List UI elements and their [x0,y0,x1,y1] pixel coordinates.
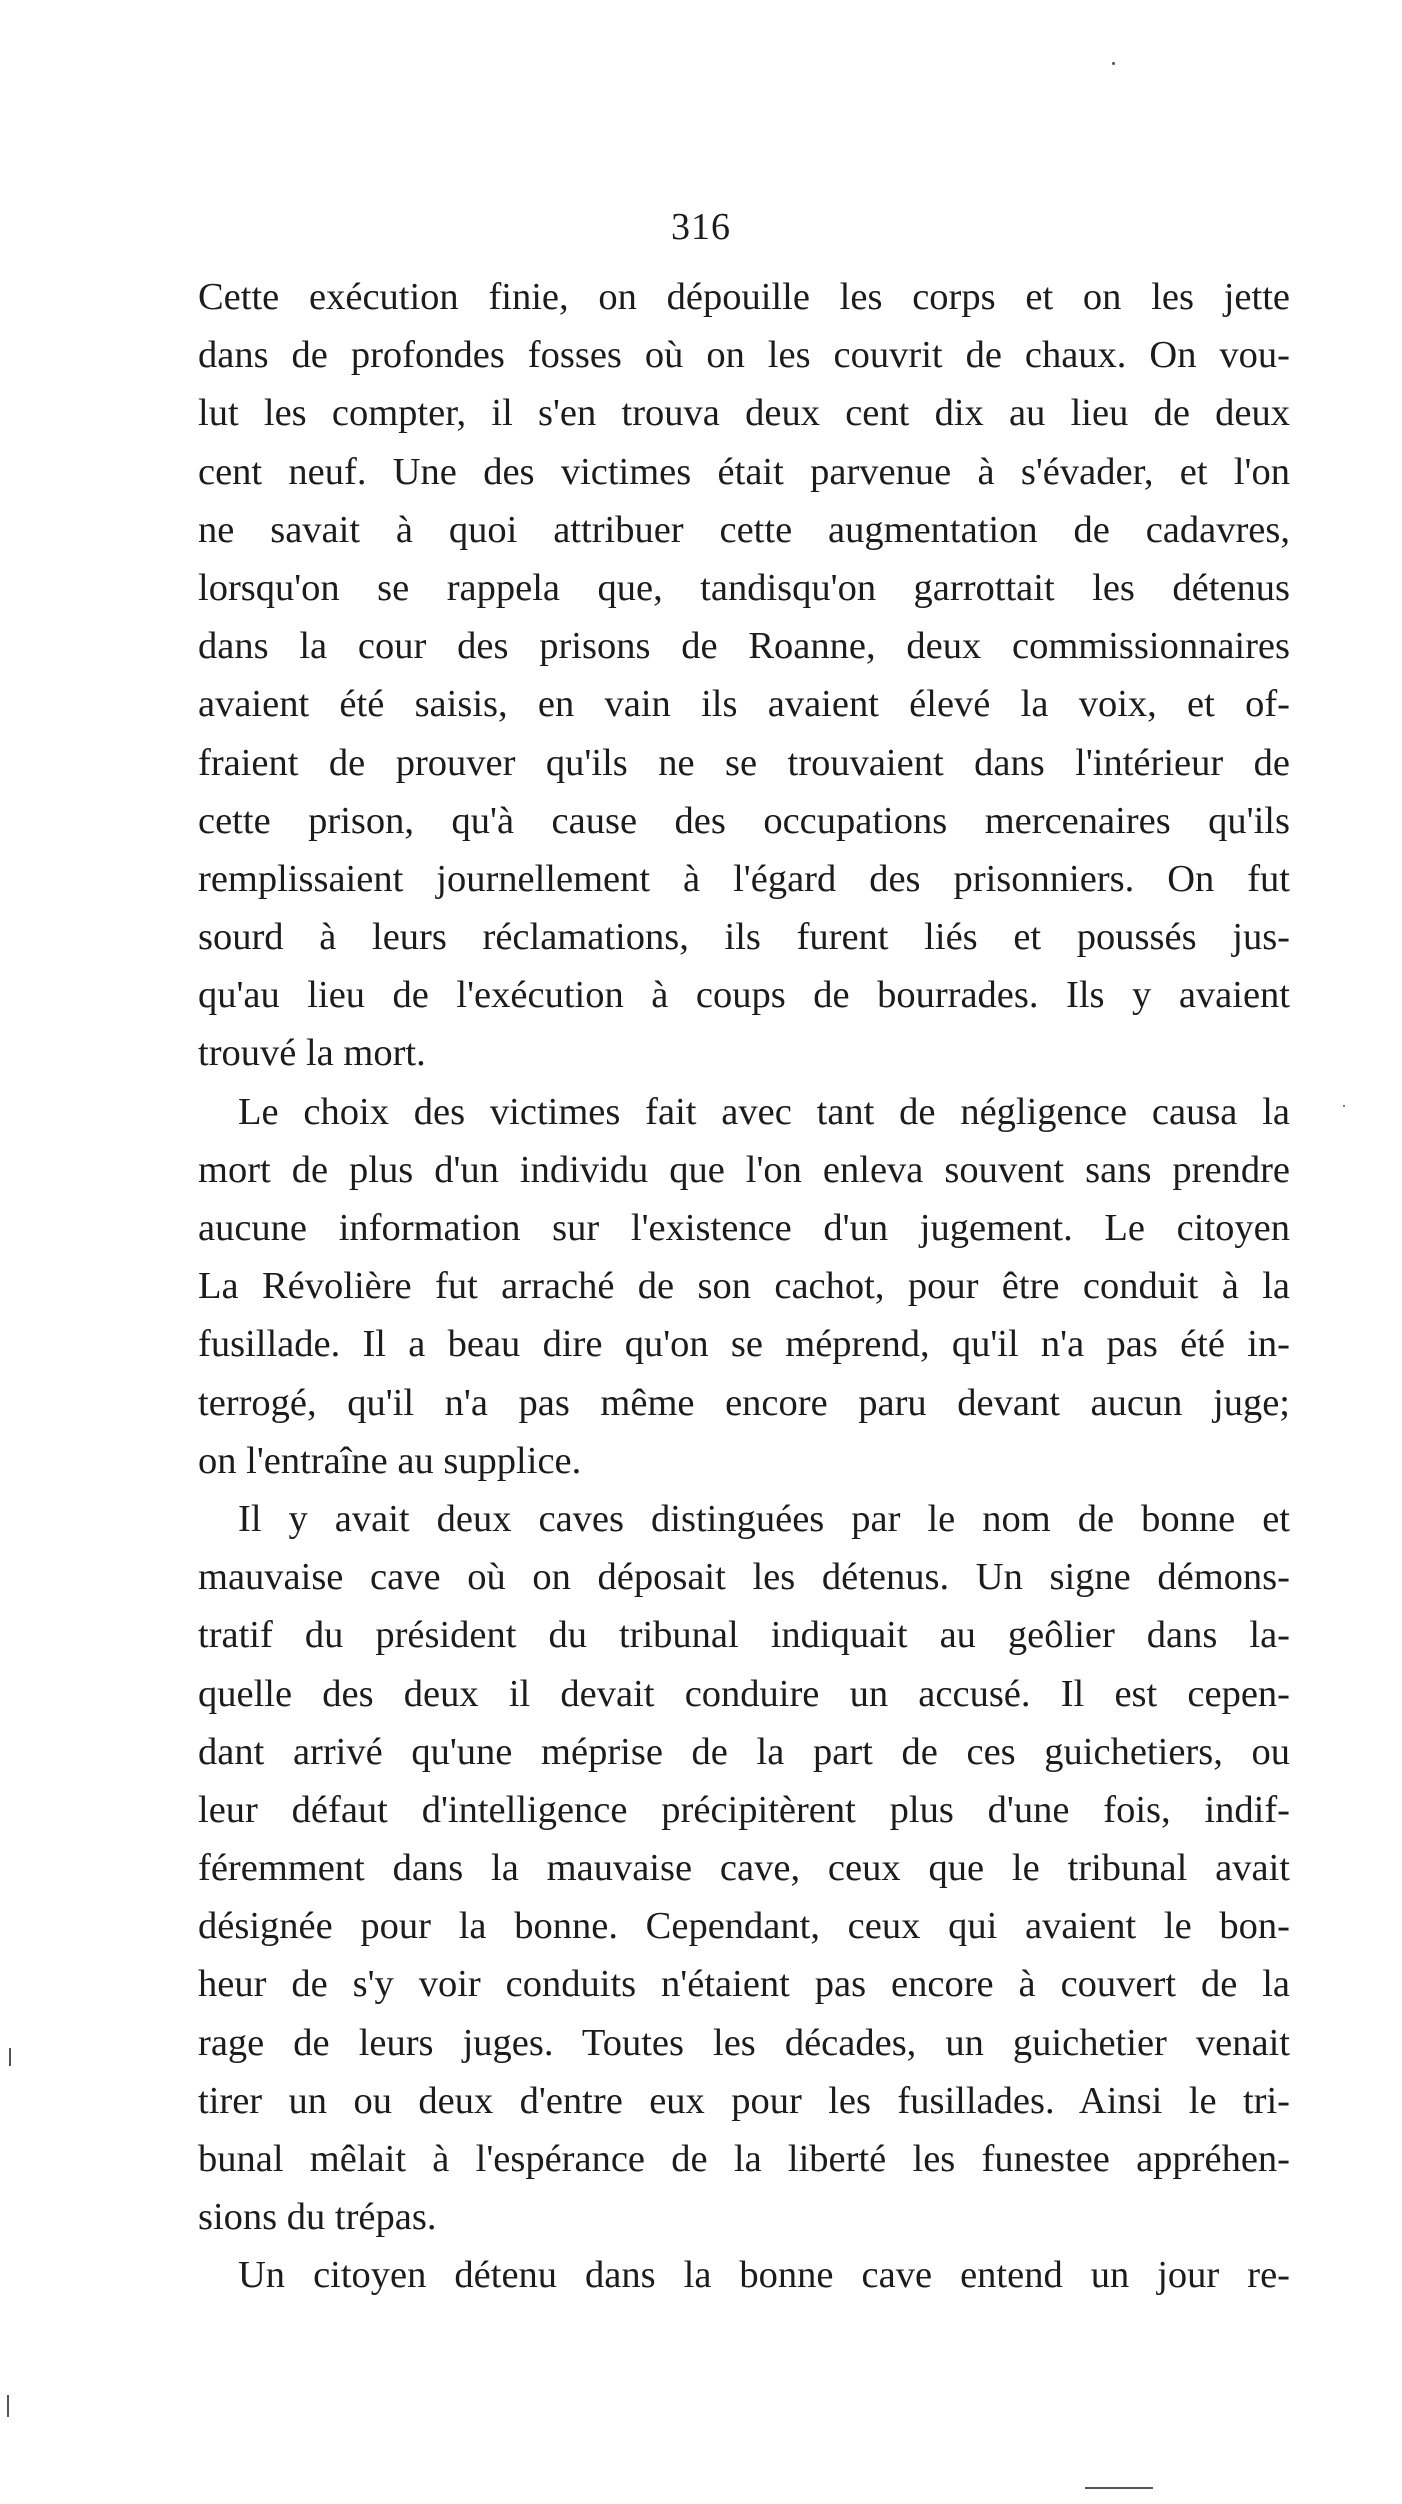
text-line: on l'entraîne au supplice. [198,1439,582,1482]
text-line: Un citoyen détenu dans la bonne cave entend un jour re- [238,2254,1290,2297]
text-line: avaient été saisis, en vain ils avaient élevé la voix, et of- [198,683,1290,726]
text-line: La Révolière fut arraché de son cachot, pour être conduit à la [198,1265,1290,1308]
text-line: lorsqu'on se rappela que, tandisqu'on garrottait les détenus [198,566,1290,609]
footer-rule [1085,2487,1153,2489]
text-line: Il y avait deux caves distinguées par le nom de bonne et [238,1497,1290,1540]
text-line: Cette exécution finie, on dépouille les corps et on les jette [198,276,1290,318]
text-line: dans la cour des prisons de Roanne, deux commissionnaires [198,625,1290,668]
text-line: mort de plus d'un individu que l'on enleva souvent sans prendre [198,1148,1290,1191]
text-line: cent neuf. Une des victimes était parvenue à s'évader, et l'on [198,450,1290,493]
text-line: terrogé, qu'il n'a pas même encore paru devant aucun juge; [198,1381,1290,1424]
text-line: tratif du président du tribunal indiquait au geôlier dans la- [198,1614,1290,1657]
page-number: 316 [671,206,731,248]
text-line: rage de leurs juges. Toutes les décades, un guichetier venait [198,2021,1290,2064]
text-line: désignée pour la bonne. Cependant, ceux qui avaient le bon- [198,1905,1290,1948]
scan-speck [1112,62,1115,65]
text-line: heur de s'y voir conduits n'étaient pas encore à couvert de la [198,1963,1290,2006]
text-line: mauvaise cave où on déposait les détenus. Un signe démons- [198,1556,1290,1599]
text-line: aucune information sur l'existence d'un jugement. Le citoyen [198,1207,1290,1249]
text-line: sions du trépas. [198,2196,437,2239]
text-line: lut les compter, il s'en trouva deux cent dix au lieu de deux [198,392,1290,435]
text-line: fusillade. Il a beau dire qu'on se méprend, qu'il n'a pas été in- [198,1323,1290,1366]
text-line: dant arrivé qu'une méprise de la part de ces guichetiers, ou [198,1730,1290,1773]
text-line: sourd à leurs réclamations, ils furent liés et poussés jus- [198,916,1290,959]
text-line: remplissaient journellement à l'égard des prisonniers. On fut [198,857,1290,900]
scan-speck [9,2048,11,2066]
text-line: quelle des deux il devait conduire un accusé. Il est cepen- [198,1672,1290,1715]
text-line: fraient de prouver qu'ils ne se trouvaient dans l'intérieur de [198,741,1290,784]
text-line: tirer un ou deux d'entre eux pour les fusillades. Ainsi le tri- [198,2079,1290,2122]
text-line: dans de profondes fosses où on les couvrit de chaux. On vou- [198,334,1290,377]
text-line: trouvé la mort. [198,1032,426,1075]
text-line: ne savait à quoi attribuer cette augmentation de cadavres, [198,508,1290,551]
scan-speck [7,2395,9,2417]
body-text [198,268,1290,2305]
text-line: qu'au lieu de l'exécution à coups de bourrades. Ils y avaient [198,974,1290,1017]
text-line: cette prison, qu'à cause des occupations mercenaires qu'ils [198,799,1290,842]
text-line: leur défaut d'intelligence précipitèrent plus d'une fois, indif- [198,1788,1290,1831]
scan-speck [1343,1105,1345,1107]
text-line: Le choix des victimes fait avec tant de négligence causa la [238,1090,1290,1133]
text-line: bunal mêlait à l'espérance de la liberté les funestee appréhen- [198,2138,1290,2180]
text-line: féremment dans la mauvaise cave, ceux que le tribunal avait [198,1847,1290,1890]
